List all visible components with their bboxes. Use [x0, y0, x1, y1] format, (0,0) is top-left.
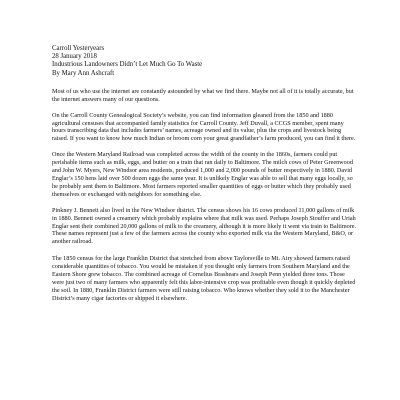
paragraph-intro: Most of us who use the internet are constantly astounded by what we find there. Maybe not all of it is totally accurate, but the internet answers many of our questions. [52, 87, 354, 103]
article-title: Industrious Landowners Didn’t Let Much Go To Waste [52, 61, 203, 69]
paragraph-bennett: Pinkney J. Bennett also lived in the New Windsor district. The census shows his 16 cows produced 11,000 gallons of milk in 1880. Bennett owned a creamery which probably explains where that milk was used. Perhaps Joseph Stouffer and Uriah Englar sent their combined 20,000 gallons of milk to the creamery, although it is more likely it went via train to Baltimore. These names represent just a few of the farmers across the county who exported milk via the Western Maryland, B&O, or another railroad. [52, 206, 357, 246]
paragraph-tobacco: The 1850 census for the large Franklin District that stretched from above Taylorsville to Mt. Airy showed farmers raised considerable quantities of tobacco. You would be mistaken if you thought only farmers from Southern Maryland and the Eastern Shore grew tobacco. The combined acreage of Cornelius Brashears and Joseph Penn yielded three tons. Those were just two of many farmers who apparently felt this labor-intensive crop was profitable even though it quickly depleted the soil. In 1880, Franklin District farmers were still raising tobacco. Who knows whether they sold it to the Manchester District’s many cigar factories or shipped it elsewhere. [52, 255, 356, 302]
column-name: Carroll Yesteryears [52, 45, 105, 52]
article-date: 28 January 2018 [52, 53, 97, 61]
paragraph-railroad: Once the Western Maryland Railroad was completed across the width of the county in the 1860s, farmers could put perishable items such as milk, eggs, and butter on a train that ran daily to Baltimore. The milch cows of Peter Greenwood and John W. Myers, New Windsor area residents, produced 1,000 and 2,000 pounds of butter respectively in 1880. David Englar’s 150 hens laid over 500 dozen eggs the same year. It is unlikely Englar was able to sell that many eggs locally, so he probably sent them to Baltimore. Most farmers reported smaller quantities of eggs or butter which they probably used themselves or exchanged with neighbors for something else. [52, 151, 353, 198]
article-body [52, 45, 358, 303]
paragraph-genealogical-society: On the Carroll County Genealogical Society’s website, you can find information gleaned from the 1850 and 1880 agricultural censuses that accompanied family statistics for Carroll County. Jeff Duvall, a CCGS member, spent many hours transcribing data that includes farmers’ names, acreage owned and its value, plus the crops and livestock being raised. If you want to know how much Indian or broom corn your great grandfather’s farm produced, you can find it there. [52, 111, 356, 143]
article-byline: By Mary Ann Ashcraft [52, 69, 115, 77]
